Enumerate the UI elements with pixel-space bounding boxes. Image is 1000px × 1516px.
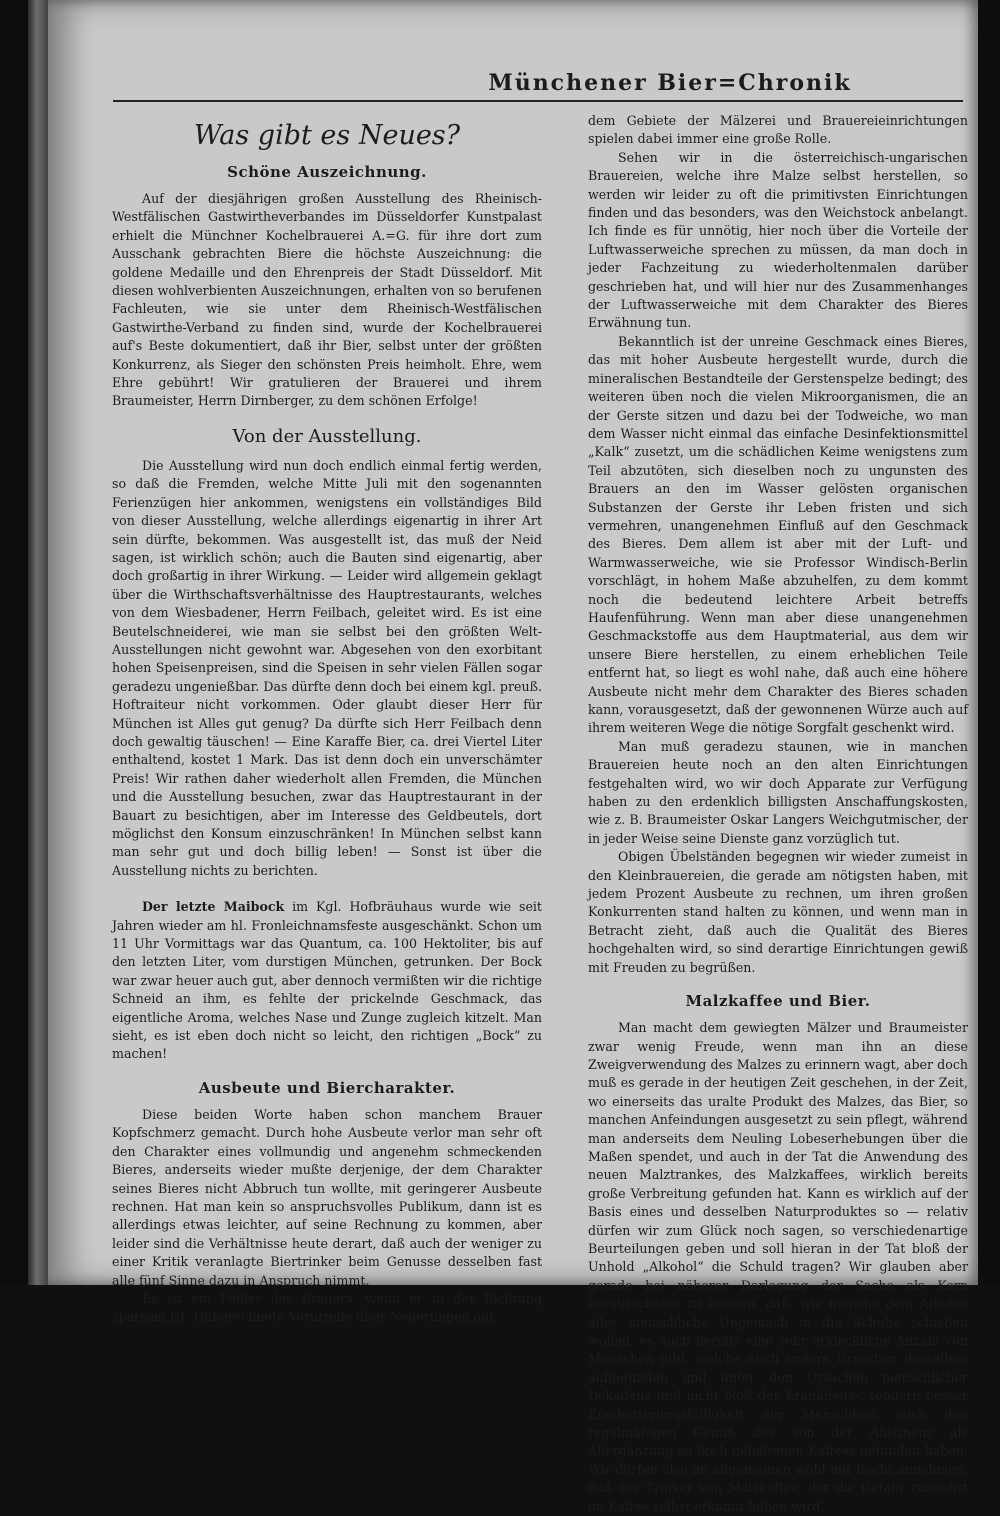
article-auszeichnung: Auf der diesjährigen großen Ausstellung des Rheinisch-Westfälischen Gastwirtheverbandes im Düsseldorfer Kunstpalast erhielt die Münchner Kochelbrauerei A.=G. für ihre dort zum Ausschank gebrachten Biere die höchste Auszeichnung: die goldene Medaille und den Ehrenpreis der Stadt Düsseldorf. Mit diesen wohlverbienten Auszeichnungen, erhalten von so berufenen Fachleuten, wie sie unter dem Rheinisch-Westfälischen Gastwirthe-Verband zu finden sind, wurde der Kochelbrauerei auf's Beste dokumentiert, daß ihr Bier, selbst unter der größten Konkurrenz, als Sieger den schönsten Preis heimholt. Ehre, wem Ehre gebührt! Wir gratulieren der Brauerei und ihrem Braumeister, Herrn Dirnberger, zu dem schönen Erfolge!: [112, 191, 542, 409]
article-ausbeute-p2: Es ist ein Fehler des Brauers, wenn er in der Richtung sparsam ist. Unberechnete Vorurteile über Neuerungen auf: [112, 1290, 542, 1325]
article-ausstellung: Die Ausstellung wird nun doch endlich einmal fertig werden, so daß die Fremden, welche Mitte Juli mit den sogenannten Ferienzügen hier ankommen, wenigstens ein vollständiges Bild von dieser Ausstellung, welche allerdings eigenartig in ihrer Art sein dürfte, bekommen. Was ausgestellt ist, das muß der Neid sagen, ist wirklich schön; auch die Bauten sind eigenartig, aber doch großartig in ihrer Wirkung. — Leider wird allgemein geklagt über die Wirthschaftsverhältnisse des Hauptrestaurants, welches von dem Wiesbadener, Herrn Feilbach, geleitet wird. Es ist eine Beutelschneiderei, wie man sie selbst bei den größten Welt-Ausstellungen nicht gewohnt war. Abgesehen von den exorbitant hohen Speisenpreisen, sind die Speisen in sehr vielen Fällen sogar geradezu ungenießbar. Das dürfte denn doch bei einem kgl. preuß. Hoftraiteur nicht vorkommen. Oder glaubt dieser Herr für München ist Alles gut genug? Da dürfte sich Herr Feilbach denn doch gewaltig täuschen! — Eine Karaffe Bier, ca. drei Viertel Liter enthaltend, kostet 1 Mark. Das ist denn doch ein unverschämter Preis! Wir rathen daher wiederholt allen Fremden, die München und die Ausstellung besuchen, zwar das Hauptrestaurant in der Bauart zu besichtigen, aber im Interesse des Geldbeutels, dort möglichst den Konsum einzuschränken! In München selbst kann man sehr gut und doch billig leben! — Sonst ist über die Ausstellung nichts zu berichten.: [112, 457, 542, 878]
maibock-lead: Der letzte Maibock: [142, 899, 285, 915]
book-binding: [28, 0, 50, 1285]
maibock-text: im Kgl. Hofbräuhaus wurde wie seit Jahren wieder am hl. Fronleichnamsfeste ausgeschänkt. Schon um 11 Uhr Vormittags war das Quantum, ca. 100 Hektoliter, bis auf den letzten Liter, vom durstigen München, getrunken. Der Bock war zwar heuer auch gut, aber dennoch vermißten wir die richtige Schneid an ihm, es fehlte der prickelnde Geschmack, das eigentliche Aroma, welches Nase und Zunge zugleich kitzelt. Man sieht, es ist eben doch nicht so leicht, den richtigen „Bock“ zu machen!: [112, 899, 542, 1062]
section-title-malzkaffee: Malzkaffee und Bier.: [685, 992, 871, 1011]
header-rule: [113, 100, 963, 102]
right-paragraph-6: Man macht dem gewiegten Mälzer und Braumeister zwar wenig Freude, wenn man ihn an diese Zweigverwendung des Malzes zu erinnern wagt, aber doch muß es gerade in der heutigen Zeit geschehen, in der Zeit, wo einerseits das uralte Produkt des Malzes, das Bier, so manchen Anfeindungen ausgesetzt zu sein pflegt, während man anderseits dem Neuling Lobeserhebungen über die Maßen spendet, und auch in der Tat die Anwendung des neuen Malztrankes, des Malzkaffees, wirklich bereits große Verbreitung gefunden hat. Kann es wirklich auf der Basis eines und desselben Naturproduktes so — relativ dürfen wir zum Glück noch sagen, so verschiedenartige Beurteilungen geben und soll hieran in der Tat bloß der Unhold „Alkohol“ die Schuld tragen? Wir glauben aber gerade bei näherer Darlegung der Sache als Kern herausschälen zu können, daß, wie manche dem Alkohol alles menschliche Ungemach in die Schuhe schieben wollen, es auch bereits eine sehr erkleckliche Anzahl von Menschen gibt, welche auch andere Ursachen desselben aufgefunden und unter den Ursachen menschlicher Dekadenz und nicht bloß der Krankheits-, sondern besser Erschütterungsfälligkeit der Menschheit auch den regelmäßigen Genuß des von der Abstinenz als Allergänzung so hoch gehaltenen Kaffees gefunden haben. Wir dürfen also im allgemeinen wohl mit Recht annehmen, daß der Trinker von Malzkaffee, der die Gefahr zunächst im Kaffee selbst erkannt haben wird,: [588, 1020, 968, 1514]
section-title-ausstellung: Von der Ausstellung.: [232, 425, 422, 447]
right-paragraph-1: dem Gebiete der Mälzerei und Brauereieinrichtungen spielen dabei immer eine große Rolle.: [588, 113, 968, 147]
right-paragraph-2: Sehen wir in die österreichisch-ungarischen Brauereien, welche ihre Malze selbst herstellen, so werden wir leider zu oft die primitivsten Einrichtungen finden und das besonders, was den Weichstock anbelangt. Ich finde es für unnötig, hier noch über die Vorteile der Luftwasserweiche sprechen zu müssen, da man doch in jeder Fachzeitung zu wiederholtenmalen darüber geschrieben hat, und will hier nur des Zusammenhanges der Luftwasserweiche mit dem Charakter des Bieres Erwähnung tun.: [588, 149, 968, 331]
right-column: [588, 112, 968, 1516]
section-title-auszeichnung: Schöne Auszeichnung.: [227, 163, 427, 181]
page-header-title: Münchener Bier=Chronik: [488, 70, 852, 96]
article-ausbeute-p1: Diese beiden Worte haben schon manchem Brauer Kopfschmerz gemacht. Durch hohe Ausbeute verlor man sehr oft den Charakter eines vollmundig und angenehm schmeckenden Bieres, anderseits wieder mußte derjenige, der dem Charakter seines Bieres nicht Abbruch tun wollte, mit geringerer Ausbeute rechnen. Hat man kein so anspruchsvolles Publikum, dann ist es allerdings etwas leichter, auf seine Rechnung zu kommen, aber leider sind die Verhältnisse heute derart, daß auch der weniger zu einer Kritik veranlagte Biertrinker beim Genusse desselben fast alle fünf Sinne dazu in Anspruch nimmt.: [112, 1106, 542, 1288]
main-title: Was gibt es Neues?: [193, 120, 461, 151]
right-paragraph-3: Bekanntlich ist der unreine Geschmack eines Bieres, das mit hoher Ausbeute hergestellt wurde, durch die mineralischen Bestandteile der Gerstenspelze bedingt; des weiteren üben noch die vielen Mikroorganismen, die an der Gerste sitzen und dazu bei der Todweiche, wo man dem Wasser nicht einmal das einfache Desinfektionsmittel „Kalk“ zusetzt, um die schädlichen Keime wenigstens zum Teil abzutöten, sich dieselben noch zu ungunsten des Brauers an den im Wasser gelösten organischen Substanzen der Gerste ihr Leben fristen und sich vermehren, unangenehmen Einfluß auf den Geschmack des Bieres. Dem allem ist aber mit der Luft- und Warmwasserweiche, wie sie Professor Windisch-Berlin vorschlägt, in hohem Maße abzuhelfen, zu dem kommt noch die bedeutend leichtere Arbeit betreffs Haufenführung. Wenn man aber diese unangenehmen Geschmackstoffe aus dem Hauptmaterial, aus dem wir unsere Biere herstellen, zu einem erheblichen Teile entfernt hat, so liegt es wohl nahe, daß auch eine höhere Ausbeute nicht mehr dem Charakter des Bieres schaden kann, vorausgesetzt, daß der gewonnenen Würze auch auf ihrem weiteren Wege die nötige Sorgfalt geschenkt wird.: [588, 333, 968, 736]
right-paragraph-5: Obigen Übelständen begegnen wir wieder zumeist in den Kleinbrauereien, die gerade am nötigsten haben, mit jedem Prozent Ausbeute zu rechnen, um ihren großen Konkurrenten stand halten zu können, und wenn man in Betracht zieht, daß auch die Qualität des Bieres hochgehalten wird, so sind derartige Einrichtungen gewiß mit Freuden zu begrüßen.: [588, 849, 968, 975]
right-paragraph-4: Man muß geradezu staunen, wie in manchen Brauereien heute noch an den alten Einrichtungen festgehalten wird, wo wir doch Apparate zur Verfügung haben zu den erdenklich billigsten Anschaffungskosten, wie z. B. Braumeister Oskar Langers Weichgutmischer, der in jeder Weise seine Dienste ganz vorzüglich tut.: [588, 738, 968, 846]
left-column: [112, 112, 542, 1327]
article-maibock: [112, 898, 542, 1064]
section-title-ausbeute: Ausbeute und Biercharakter.: [198, 1078, 456, 1097]
newspaper-page: [48, 0, 978, 1514]
